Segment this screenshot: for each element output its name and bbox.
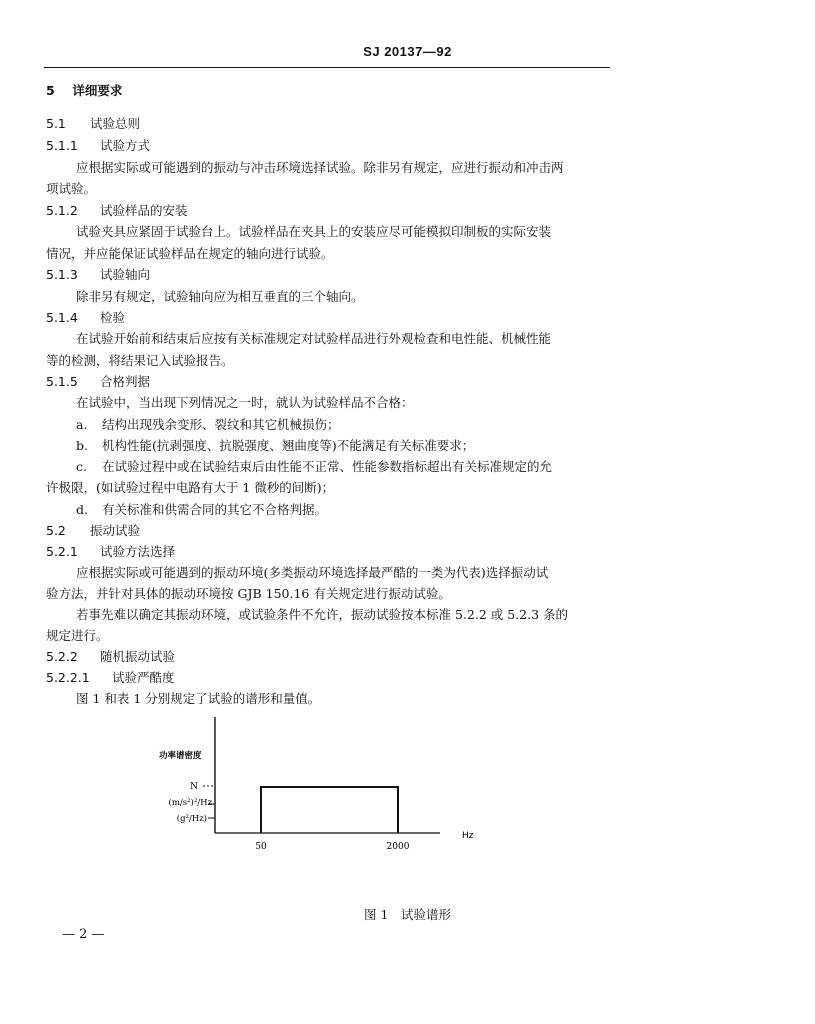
- paragraph-line: 试验夹具应紧固于试验台上。试验样品在夹具上的安装应尽可能模拟印制板的实际安装: [76, 224, 552, 239]
- heading-5-1: [46, 116, 140, 132]
- heading-number: 5.1.3: [46, 267, 78, 282]
- list-item-c-continuation: 许极限，(如试验过程中电路有大于 1 微秒的间断)；: [46, 480, 335, 495]
- unit-label-g: (g²/Hz): [176, 814, 207, 824]
- heading-5: [46, 83, 122, 99]
- y-axis-label: 功率谱密度: [159, 751, 202, 761]
- heading-title: 检验: [99, 310, 125, 325]
- heading-5-2: [46, 523, 140, 539]
- heading-number: 5.2.2: [46, 649, 78, 664]
- paragraph-line: 若事先难以确定其振动环境，或试验条件不允许，振动试验按本标准 5.2.2 或 5.2.3 条的: [76, 607, 569, 622]
- list-item-c: [76, 459, 552, 475]
- heading-title: 试验总则: [89, 116, 140, 131]
- paragraph-line: 项试验。: [46, 181, 97, 196]
- heading-number: 5.1.4: [46, 310, 78, 325]
- heading-5-1-5: [46, 374, 150, 390]
- list-label: c.: [76, 459, 87, 474]
- paragraph-line: 等的检测，将结果记入试验报告。: [46, 353, 234, 368]
- heading-title: 试验方法选择: [99, 544, 175, 559]
- paragraph-line: 除非另有规定，试验轴向应为相互垂直的三个轴向。: [76, 289, 364, 304]
- figure-caption: 图 1 试验谱形: [364, 907, 451, 922]
- paragraph-line: 应根据实际或可能遇到的振动与冲击环境选择试验。除非另有规定，应进行振动和冲击两: [76, 160, 564, 175]
- heading-number: 5.2.2.1: [46, 670, 90, 685]
- list-text: 机构性能(抗剥强度、抗脱强度、翘曲度等)不能满足有关标准要求；: [101, 438, 475, 453]
- paragraph-line: 在试验中，当出现下列情况之一时，就认为试验样品不合格：: [76, 395, 414, 410]
- spectrum-profile: [261, 787, 398, 833]
- list-text: 在试验过程中或在试验结束后由性能不正常、性能参数指标超出有关标准规定的允: [101, 459, 552, 474]
- page-number: — 2 —: [62, 927, 105, 942]
- list-item-a: [76, 417, 340, 433]
- heading-5-1-4: [46, 310, 125, 326]
- paragraph-line: 情况，并应能保证试验样品在规定的轴向进行试验。: [46, 246, 334, 261]
- paragraph-line: 验方法，并针对具体的振动环境按 GJB 150.16 有关规定进行振动试验。: [46, 586, 451, 601]
- heading-number: 5: [46, 83, 55, 98]
- heading-number: 5.2.1: [46, 544, 78, 559]
- x-tick-2000: 2000: [386, 842, 410, 852]
- level-label: N: [190, 782, 198, 792]
- heading-title: 试验轴向: [99, 267, 150, 282]
- list-text: 结构出现残余变形、裂纹和其它机械损伤；: [101, 417, 340, 432]
- heading-title: 合格判据: [99, 374, 150, 389]
- heading-5-1-2: [46, 203, 188, 219]
- heading-5-1-3: [46, 267, 150, 283]
- list-label: a.: [76, 417, 88, 432]
- heading-number: 5.1.1: [46, 138, 78, 153]
- heading-5-2-2: [46, 649, 175, 665]
- list-label: d.: [76, 502, 88, 517]
- heading-title: 试验样品的安装: [99, 203, 188, 218]
- x-tick-50: 50: [255, 842, 267, 852]
- list-text: 有关标准和供需合同的其它不合格判据。: [101, 502, 327, 517]
- heading-title: 试验严酷度: [111, 670, 175, 685]
- heading-number: 5.1.2: [46, 203, 78, 218]
- heading-title: 详细要求: [72, 83, 123, 98]
- heading-title: 试验方式: [99, 138, 150, 153]
- paragraph-line: 图 1 和表 1 分别规定了试验的谱形和量值。: [76, 691, 321, 706]
- list-item-d: [76, 502, 327, 518]
- heading-title: 随机振动试验: [99, 649, 175, 664]
- heading-title: 振动试验: [89, 523, 140, 538]
- paragraph-line: 应根据实际或可能遇到的振动环境(多类振动环境选择最严酷的一类为代表)选择振动试: [76, 565, 549, 580]
- heading-number: 5.2: [46, 523, 66, 538]
- paragraph-line: 规定进行。: [46, 628, 109, 643]
- heading-5-2-1: [46, 544, 175, 560]
- spectrum-figure: [150, 715, 490, 865]
- heading-number: 5.1: [46, 116, 66, 131]
- list-label: b.: [76, 438, 88, 453]
- x-axis-unit: Hz: [462, 831, 474, 841]
- document-code: SJ 20137—92: [363, 44, 452, 59]
- heading-number: 5.1.5: [46, 374, 78, 389]
- figure-1: [150, 715, 490, 865]
- header-rule: [44, 67, 610, 68]
- paragraph-line: 在试验开始前和结束后应按有关标准规定对试验样品进行外观检查和电性能、机械性能: [76, 331, 552, 346]
- unit-label-si: (m/s²)²/Hz: [168, 798, 212, 808]
- heading-5-1-1: [46, 138, 150, 154]
- list-item-b: [76, 438, 474, 454]
- heading-5-2-2-1: [46, 670, 175, 686]
